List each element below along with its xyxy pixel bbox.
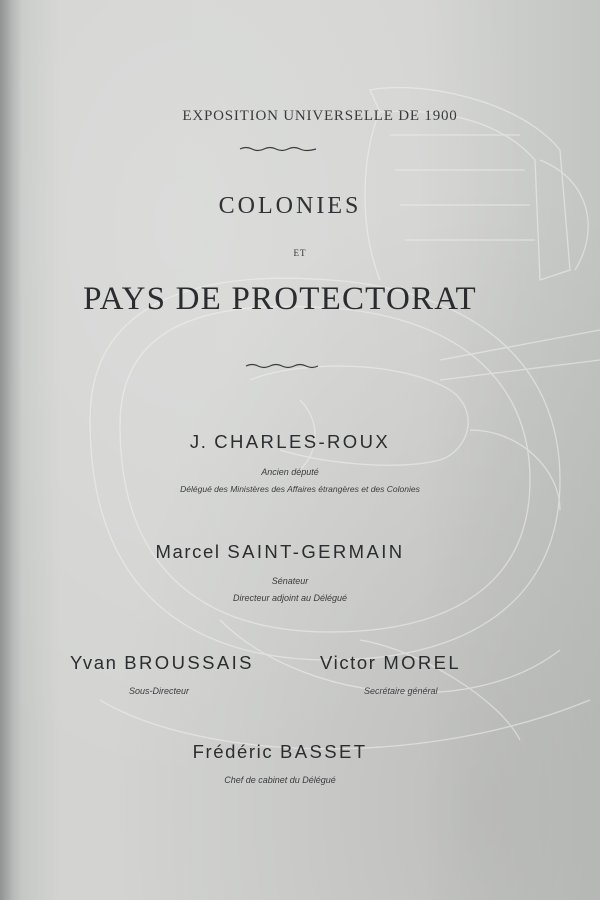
title-protectorat: PAYS DE PROTECTORAT: [83, 281, 477, 317]
person-name-broussais: [70, 652, 254, 674]
person-role: Secrétaire général: [364, 686, 438, 696]
person-first-name: Victor: [320, 652, 377, 673]
person-role: Sous-Directeur: [129, 686, 190, 696]
person-last-name: BASSET: [280, 741, 368, 762]
person-role-detail: Directeur adjoint au Délégué: [232, 593, 348, 603]
person-name-basset: [0, 741, 580, 763]
person-last-name: CHARLES-ROUX: [214, 431, 391, 452]
person-last-name: SAINT-GERMAIN: [227, 541, 405, 562]
ornament-rule-icon: [238, 145, 318, 153]
person-role: Chef de cabinet du Délégué: [224, 775, 336, 785]
title-conjunction: ET: [293, 248, 307, 258]
person-role: Ancien député: [261, 467, 319, 477]
person-role: Sénateur: [271, 576, 309, 586]
person-name-morel: [320, 652, 461, 674]
person-first-name: J.: [189, 431, 208, 452]
person-name-charles-roux: [0, 431, 590, 453]
title-colonies: COLONIES: [218, 193, 362, 219]
person-first-name: Frédéric: [192, 741, 274, 762]
person-last-name: MOREL: [383, 652, 462, 673]
exhibition-header: EXPOSITION UNIVERSELLE DE 1900: [182, 108, 458, 124]
person-first-name: Marcel: [155, 541, 221, 562]
person-role-detail: Délégué des Ministères des Affaires étrangères et des Colonies: [180, 484, 420, 494]
person-last-name: BROUSSAIS: [124, 652, 254, 673]
ornament-rule-icon: [244, 362, 320, 370]
person-first-name: Yvan: [70, 652, 118, 673]
person-name-saint-germain: [0, 541, 580, 563]
